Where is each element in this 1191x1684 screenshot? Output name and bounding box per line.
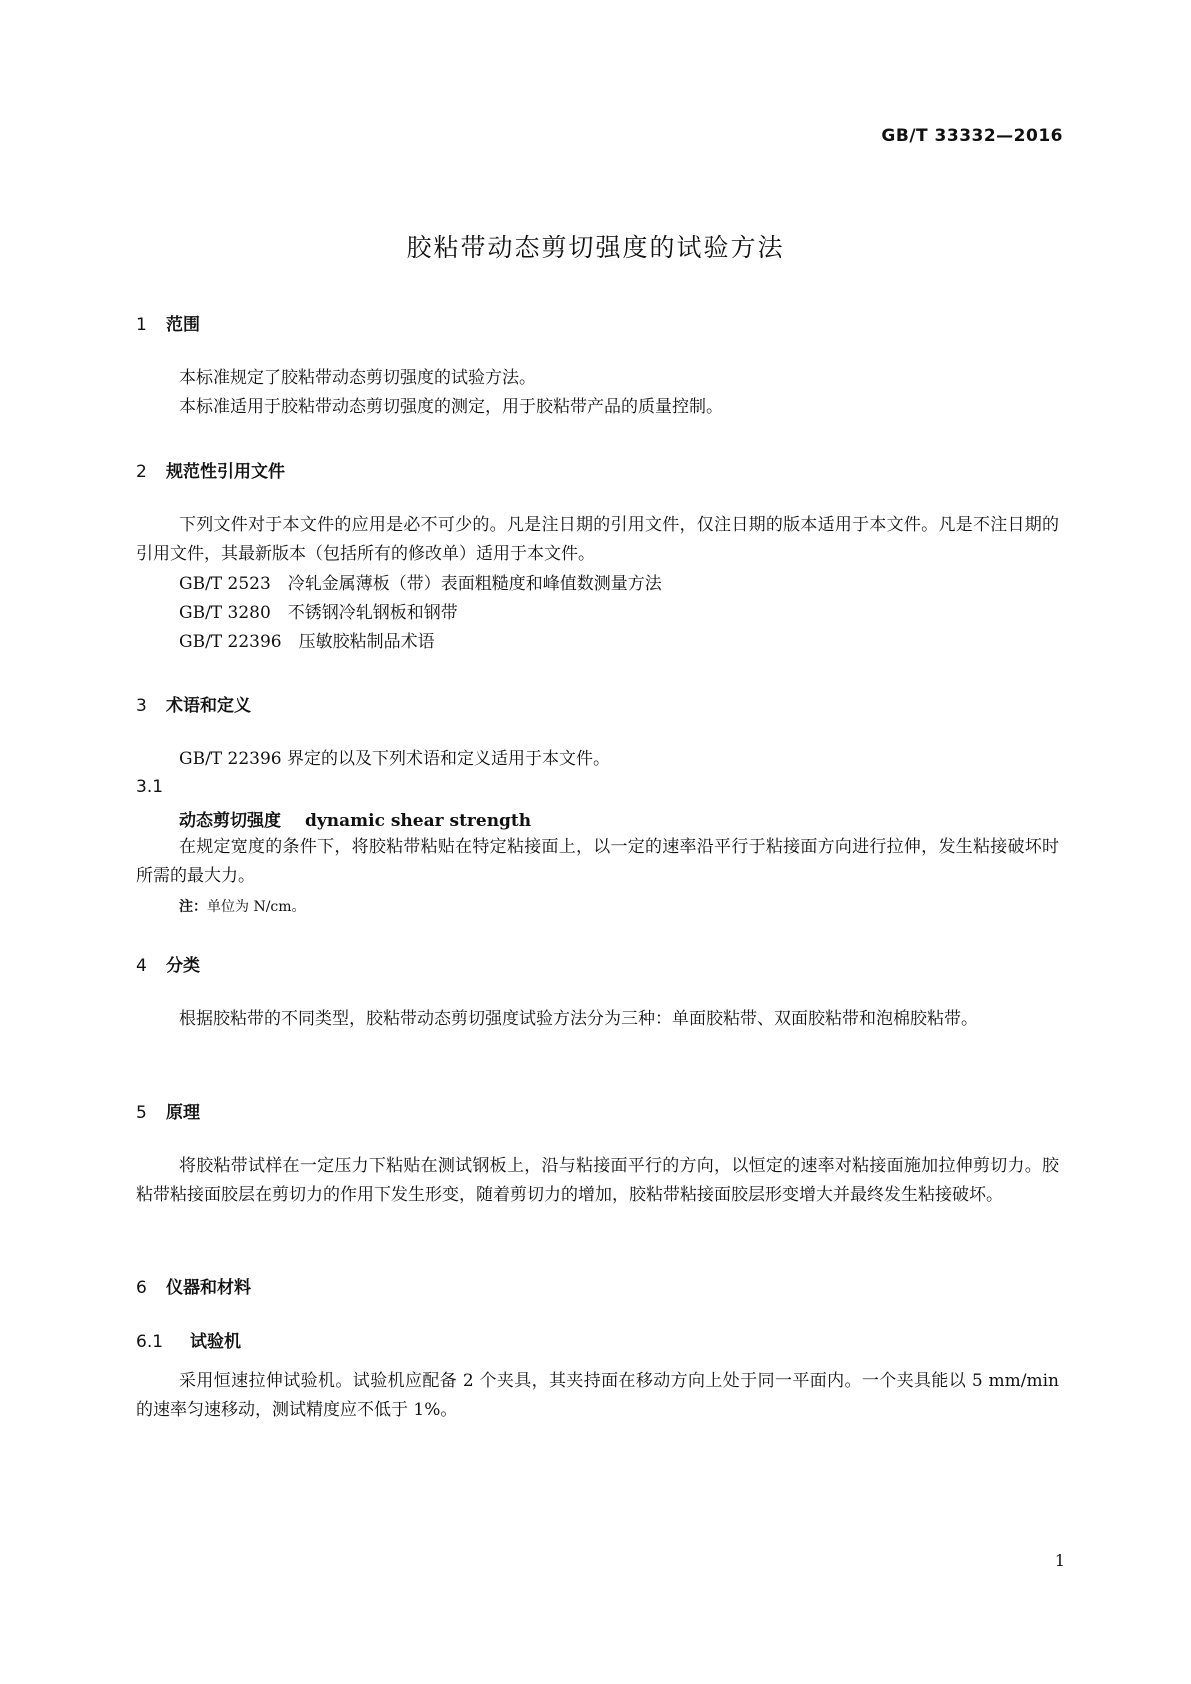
term-entry: [179, 806, 531, 831]
reference-item: GB/T 3280 不锈钢冷轧钢板和钢带: [179, 603, 458, 623]
subsection-heading-testing-machine: [136, 1327, 241, 1352]
paragraph: GB/T 22396 界定的以及下列术语和定义适用于本文件。: [179, 749, 611, 769]
term-english: dynamic shear strength: [305, 811, 532, 831]
section-heading-normative-references: [136, 457, 285, 482]
note-label: 注：: [179, 899, 207, 915]
paragraph: 根据胶粘带的不同类型，胶粘带动态剪切强度试验方法分为三种：单面胶粘带、双面胶粘带和泡棉胶粘带。: [179, 1009, 978, 1029]
standard-code: GB/T 33332—2016: [881, 126, 1063, 146]
paragraph: 将胶粘带试样在一定压力下粘贴在测试钢板上，沿与粘接面平行的方向，以恒定的速率对粘接面施加拉伸剪切力。胶粘带粘接面胶层在剪切力的作用下发生形变，随着剪切力的增加，胶粘带粘接面胶层形变增大并最终发生粘接破坏。: [136, 1156, 1059, 1205]
section-heading-apparatus-materials: [136, 1273, 251, 1298]
term-number: 3.1: [136, 777, 164, 797]
section-title: 范围: [166, 315, 200, 335]
section-number: 4: [136, 956, 147, 976]
subsection-number: 6.1: [136, 1332, 164, 1352]
subsection-title: 试验机: [190, 1332, 241, 1352]
section-number: 1: [136, 315, 147, 335]
section-title: 术语和定义: [166, 696, 251, 716]
section-title: 原理: [166, 1103, 200, 1123]
section-heading-terms-definitions: [136, 691, 251, 716]
page-number: 1: [1054, 1551, 1065, 1570]
section-heading-classification: [136, 951, 200, 976]
term-definition: 在规定宽度的条件下，将胶粘带粘贴在特定粘接面上，以一定的速率沿平行于粘接面方向进行拉伸，发生粘接破坏时所需的最大力。: [136, 837, 1059, 886]
section-title: 规范性引用文件: [166, 462, 285, 482]
section-number: 3: [136, 696, 147, 716]
note-text: 单位为 N/cm。: [207, 899, 306, 915]
paragraph: 下列文件对于本文件的应用是必不可少的。凡是注日期的引用文件，仅注日期的版本适用于本文件。凡是不注日期的引用文件，其最新版本（包括所有的修改单）适用于本文件。: [136, 515, 1059, 564]
document-title: 胶粘带动态剪切强度的试验方法: [406, 233, 785, 262]
section-title: 分类: [166, 956, 200, 976]
section-title: 仪器和材料: [166, 1278, 251, 1298]
section-heading-principle: [136, 1098, 200, 1123]
paragraph: 采用恒速拉伸试验机。试验机应配备 2 个夹具，其夹持面在移动方向上处于同一平面内。一个夹具能以 5 mm/min 的速率匀速移动，测试精度应不低于 1%。: [136, 1371, 1059, 1420]
term-note: [179, 896, 306, 916]
paragraph: 本标准适用于胶粘带动态剪切强度的测定，用于胶粘带产品的质量控制。: [179, 397, 723, 417]
reference-item: GB/T 2523 冷轧金属薄板（带）表面粗糙度和峰值数测量方法: [179, 574, 662, 594]
section-heading-scope: [136, 310, 200, 335]
term-chinese: 动态剪切强度: [179, 811, 281, 831]
section-number: 2: [136, 462, 147, 482]
paragraph: 本标准规定了胶粘带动态剪切强度的试验方法。: [179, 368, 536, 388]
reference-item: GB/T 22396 压敏胶粘制品术语: [179, 632, 435, 652]
section-number: 6: [136, 1278, 147, 1298]
section-number: 5: [136, 1103, 147, 1123]
